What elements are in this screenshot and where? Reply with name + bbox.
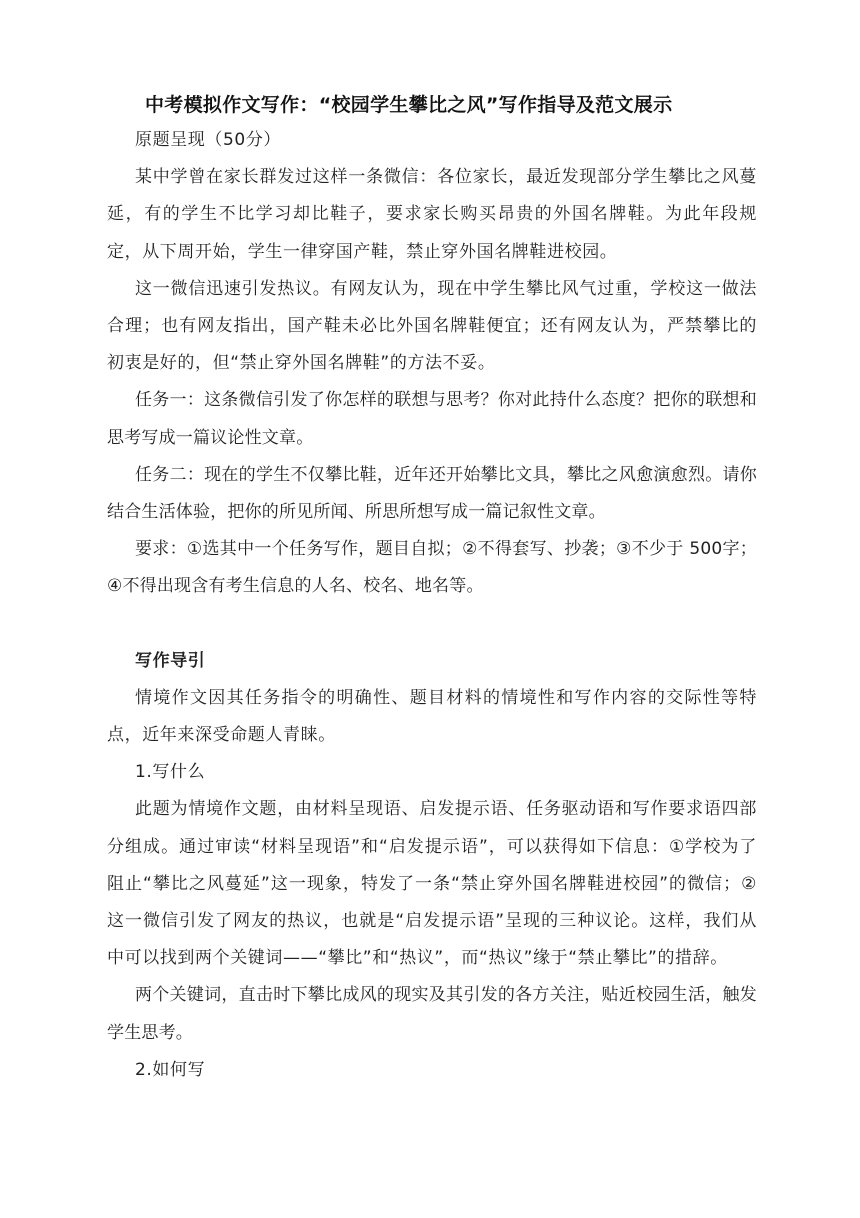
keywords-paragraph: 两个关键词，直击时下攀比成风的现实及其引发的各方关注，贴近校园生活，触发学生思考。	[107, 985, 757, 1043]
task-one-paragraph: 任务一：这条微信引发了你怎样的联想与思考？你对此持什么态度？把你的联想和思考写成一篇议论性文章。	[107, 390, 757, 448]
requirements-paragraph: 要求：①选其中一个任务写作，题目自拟；②不得套写、抄袭；③不少于 500字；④不得出现含有考生信息的人名、校名、地名等。	[107, 539, 757, 597]
document-title: 中考模拟作文写作：“校园学生攀比之风”写作指导及范文展示	[145, 94, 673, 116]
material-paragraph: 某中学曾在家长群发过这样一条微信：各位家长，最近发现部分学生攀比之风蔓延，有的学生不比学习却比鞋子，要求家长购买昂贵的外国名牌鞋。为此年段规定，从下周开始，学生一律穿国产鞋，禁止穿外国名牌鞋进校园。	[107, 167, 757, 262]
how-to-write-heading: 2.如何写	[135, 1059, 206, 1080]
analysis-paragraph: 此题为情境作文题，由材料呈现语、启发提示语、任务驱动语和写作要求语四部分组成。通过审读“材料呈现语”和“启发提示语”，可以获得如下信息：①学校为了阻止“攀比之风蔓延”这一现象，特发了一条“禁止穿外国名牌鞋进校园”的微信；②这一微信引发了网友的热议，也就是“启发提示语”呈现的三种议论。这样，我们从中可以找到两个关键词——“攀比”和“热议”，而“热议”缘于“禁止攀比”的措辞。	[107, 799, 757, 969]
discussion-paragraph: 这一微信迅速引发热议。有网友认为，现在中学生攀比风气过重，学校这一做法合理；也有网友指出，国产鞋未必比外国名牌鞋便宜；还有网友认为，严禁攀比的初衷是好的，但“禁止穿外国名牌鞋”的方法不妥。	[107, 278, 757, 374]
guide-intro-paragraph: 情境作文因其任务指令的明确性、题目材料的情境性和写作内容的交际性等特点，近年来深受命题人青睐。	[107, 687, 757, 746]
original-question-heading: 原题呈现（50分）	[135, 130, 282, 150]
writing-guide-heading: 写作导引	[135, 650, 206, 671]
task-two-paragraph: 任务二：现在的学生不仅攀比鞋，近年还开始攀比文具，攀比之风愈演愈烈。请你结合生活体验，把你的所见所闻、所思所想写成一篇记叙性文章。	[107, 464, 757, 523]
what-to-write-heading: 1.写什么	[135, 762, 206, 783]
document-body	[107, 88, 757, 1089]
